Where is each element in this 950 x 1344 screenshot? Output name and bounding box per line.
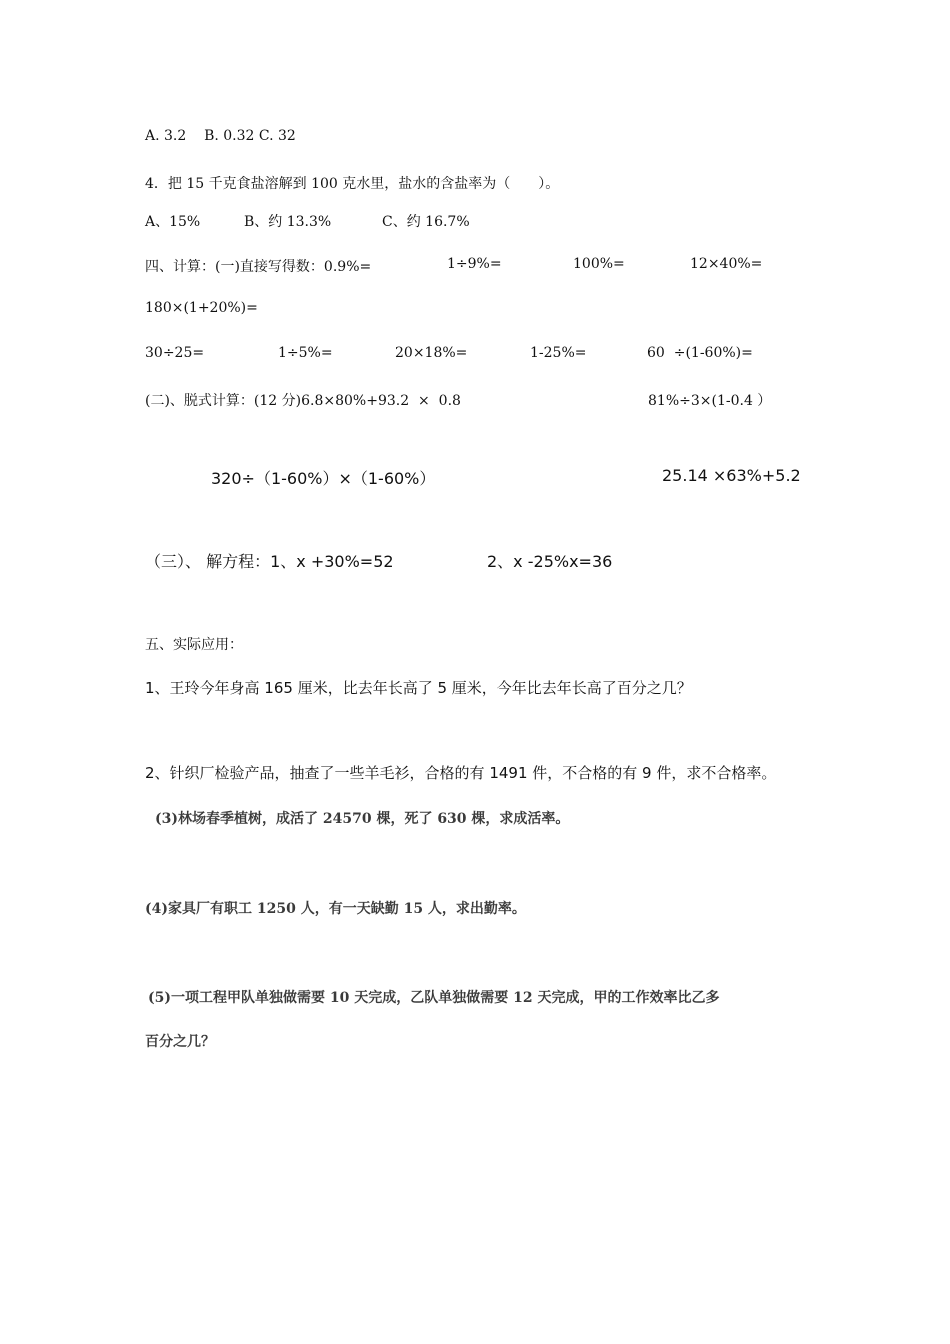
section4-title: 四、计算：(一)直接写得数：0.9%= (145, 259, 372, 275)
part2-expression-b: 81%÷3×(1-0.4 ） (648, 393, 772, 409)
problem-row2-3: 20×18%= (395, 345, 468, 361)
q4-option-c: C、约 16.7% (382, 214, 470, 230)
problem-2: 100%= (573, 256, 625, 272)
section5-title: 五、实际应用： (145, 637, 243, 653)
application-q2: 2、针织厂检验产品，抽查了一些羊毛衫，合格的有 1491 件，不合格的有 9 件，求不合格率。 (145, 764, 777, 782)
equation-2: 2、x -25%x=36 (487, 552, 613, 571)
application-q5-line1: (5)一项工程甲队单独做需要 10 天完成，乙队单独做需要 12 天完成，甲的工作效率比乙多 (148, 990, 720, 1006)
application-q5-line2: 百分之几？ (145, 1034, 215, 1050)
q4-option-a: A、15% (145, 214, 201, 230)
q3-options: A. 3.2 B. 0.32 C. 32 (145, 128, 296, 144)
problem-3: 12×40%= (690, 256, 763, 272)
expression-1: 320÷（1-60%）×（1-60%） (211, 469, 436, 488)
application-q1: 1、王玲今年身高 165 厘米，比去年长高了 5 厘米，今年比去年长高了百分之几？ (145, 679, 692, 697)
problem-row2-5: 60 ÷(1-60%)= (647, 345, 753, 361)
problem-row2-1: 30÷25= (145, 345, 205, 361)
equation-1: （三）、 解方程：1、x +30%=52 (145, 552, 394, 571)
problem-row2-4: 1-25%= (530, 345, 587, 361)
problem-row2-2: 1÷5%= (278, 345, 333, 361)
application-q3: (3)林场春季植树，成活了 24570 棵，死了 630 棵，求成活率。 (155, 811, 570, 827)
problem-4: 180×(1+20%)= (145, 300, 258, 316)
expression-2: 25.14 ×63%+5.2 (662, 466, 801, 485)
part2-title: (二)、脱式计算：(12 分)6.8×80%+93.2 × 0.8 (145, 393, 461, 409)
problem-1: 1÷9%= (447, 256, 502, 272)
q4-question: 4．把 15 千克食盐溶解到 100 克水里，盐水的含盐率为（ ）。 (145, 176, 560, 192)
q4-option-b: B、约 13.3% (244, 214, 332, 230)
application-q4: (4)家具厂有职工 1250 人，有一天缺勤 15 人，求出勤率。 (145, 901, 526, 917)
